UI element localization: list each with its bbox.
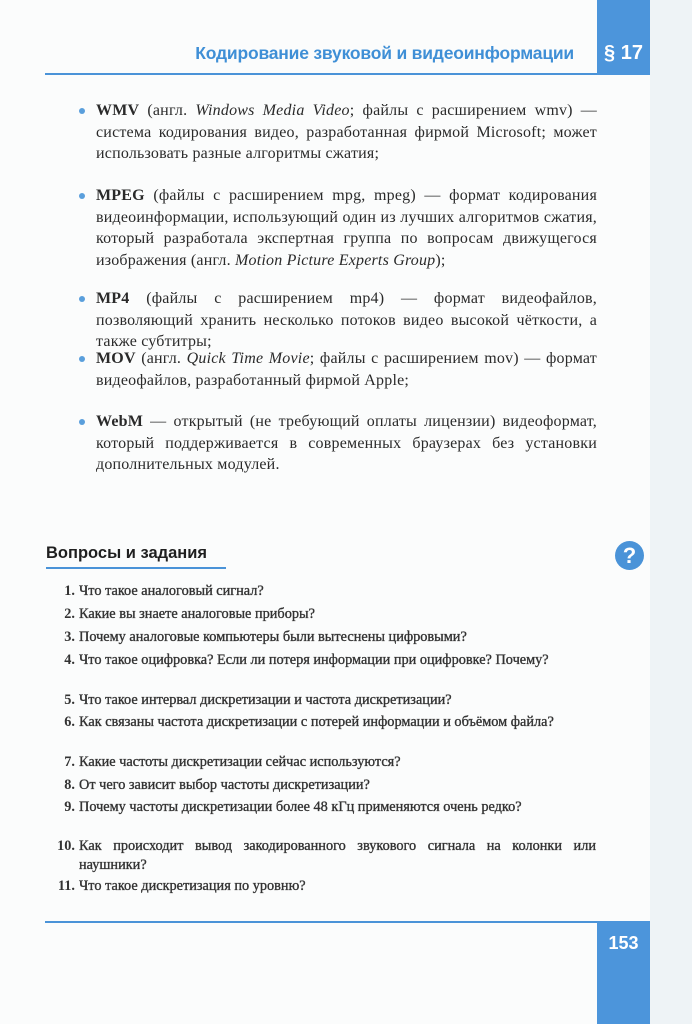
question-number: 7. [64,754,75,770]
question-number: 4. [64,652,75,668]
item-text: (англ. [139,102,196,119]
list-item-mp4 [96,288,597,353]
question-item [64,713,596,732]
question-item [57,877,596,896]
question-text: Что такое интервал дискретизации и частота дискретизации? [79,692,452,708]
heading-underline [46,567,226,569]
questions-heading: Вопросы и задания [46,544,208,562]
header-divider [45,73,597,75]
question-text: Почему аналоговые компьютеры были вытеснены цифровыми? [79,629,467,645]
footer-divider [45,921,597,923]
bullet-icon [79,419,85,425]
question-item [64,798,596,817]
question-text: Как происходит вывод закодированного звукового сигнала на колонки или наушники? [79,838,596,873]
question-text: Какие вы знаете аналоговые приборы? [79,606,315,622]
format-name: WMV [96,102,140,119]
section-number: § 17 [604,42,643,64]
question-text: Почему частоты дискретизации более 48 кГц применяются очень редко? [79,799,522,815]
question-text: Что такое оцифровка? Если ли потеря информации при оцифровке? Почему? [79,652,549,668]
question-item [64,776,596,795]
item-text: (файлы с расширением mp4) — формат видеофайлов, позволяющий хранить несколько потоков видео высокой чёткости, а также субтитры; [96,290,597,350]
question-number: 2. [64,606,75,622]
list-item-webm [96,411,597,476]
page-margin [650,0,692,1024]
format-name: MOV [96,350,136,367]
bullet-icon [79,356,85,362]
format-name: WebM [96,413,144,430]
question-item [64,691,596,710]
question-item [64,753,596,772]
question-text: Что такое дискретизация по уровню? [79,878,306,894]
chapter-title: Кодирование звуковой и видеоинформации [195,43,574,63]
question-number: 11. [57,878,75,894]
item-text: (англ. [135,350,187,367]
bullet-icon [79,108,85,114]
bullet-icon [79,296,85,302]
page-number: 153 [608,933,639,953]
question-item [57,837,596,875]
question-item [64,582,596,601]
list-item-mov [96,348,597,391]
item-italic: Motion Picture Experts Group [235,251,436,269]
bullet-icon [79,193,85,199]
question-number: 1. [64,583,75,599]
question-number: 6. [64,714,75,730]
list-item-wmv [96,100,597,165]
question-text: От чего зависит выбор частоты дискретизации? [79,777,370,793]
format-name: MPEG [96,187,145,204]
item-italic: Quick Time Movie [186,350,310,367]
item-text: — открытый (не требующий оплаты лицензии) видеоформат, который поддерживается в современных браузерах без установки дополнительных модулей. [96,413,597,473]
item-text: ; файлы с расширением mov) — формат видеофайлов, разработанный фирмой Apple; [96,350,598,389]
item-text: ; файлы с расширением wmv) — система кодирования видео, разработанная фирмой Microsoft; может использовать разные алгоритмы сжатия; [96,102,597,162]
item-italic: Windows Media Video [195,102,350,119]
item-text: ); [435,251,446,269]
page-number-box [597,921,650,1024]
list-item-mpeg [96,185,597,271]
question-number: 8. [64,777,75,793]
question-number: 9. [64,799,75,815]
format-name: MP4 [96,290,130,307]
question-icon: ? [615,541,644,570]
question-number: 3. [64,629,75,645]
question-text: Какие частоты дискретизации сейчас используются? [79,754,401,770]
section-tab [597,0,650,75]
question-item [64,605,596,624]
item-text: (файлы с расширением mpg, mpeg) — формат кодирования видеоинформации, использующий один из лучших алгоритмов сжатия, который разработала экспертная группа по вопросам движущегося изображения (англ. [96,187,597,269]
question-number: 5. [64,692,75,708]
question-item [64,651,596,670]
question-text: Как связаны частота дискретизации с потерей информации и объёмом файла? [79,714,554,730]
question-number: 10. [57,838,75,854]
question-item [64,628,596,647]
question-text: Что такое аналоговый сигнал? [79,583,264,599]
